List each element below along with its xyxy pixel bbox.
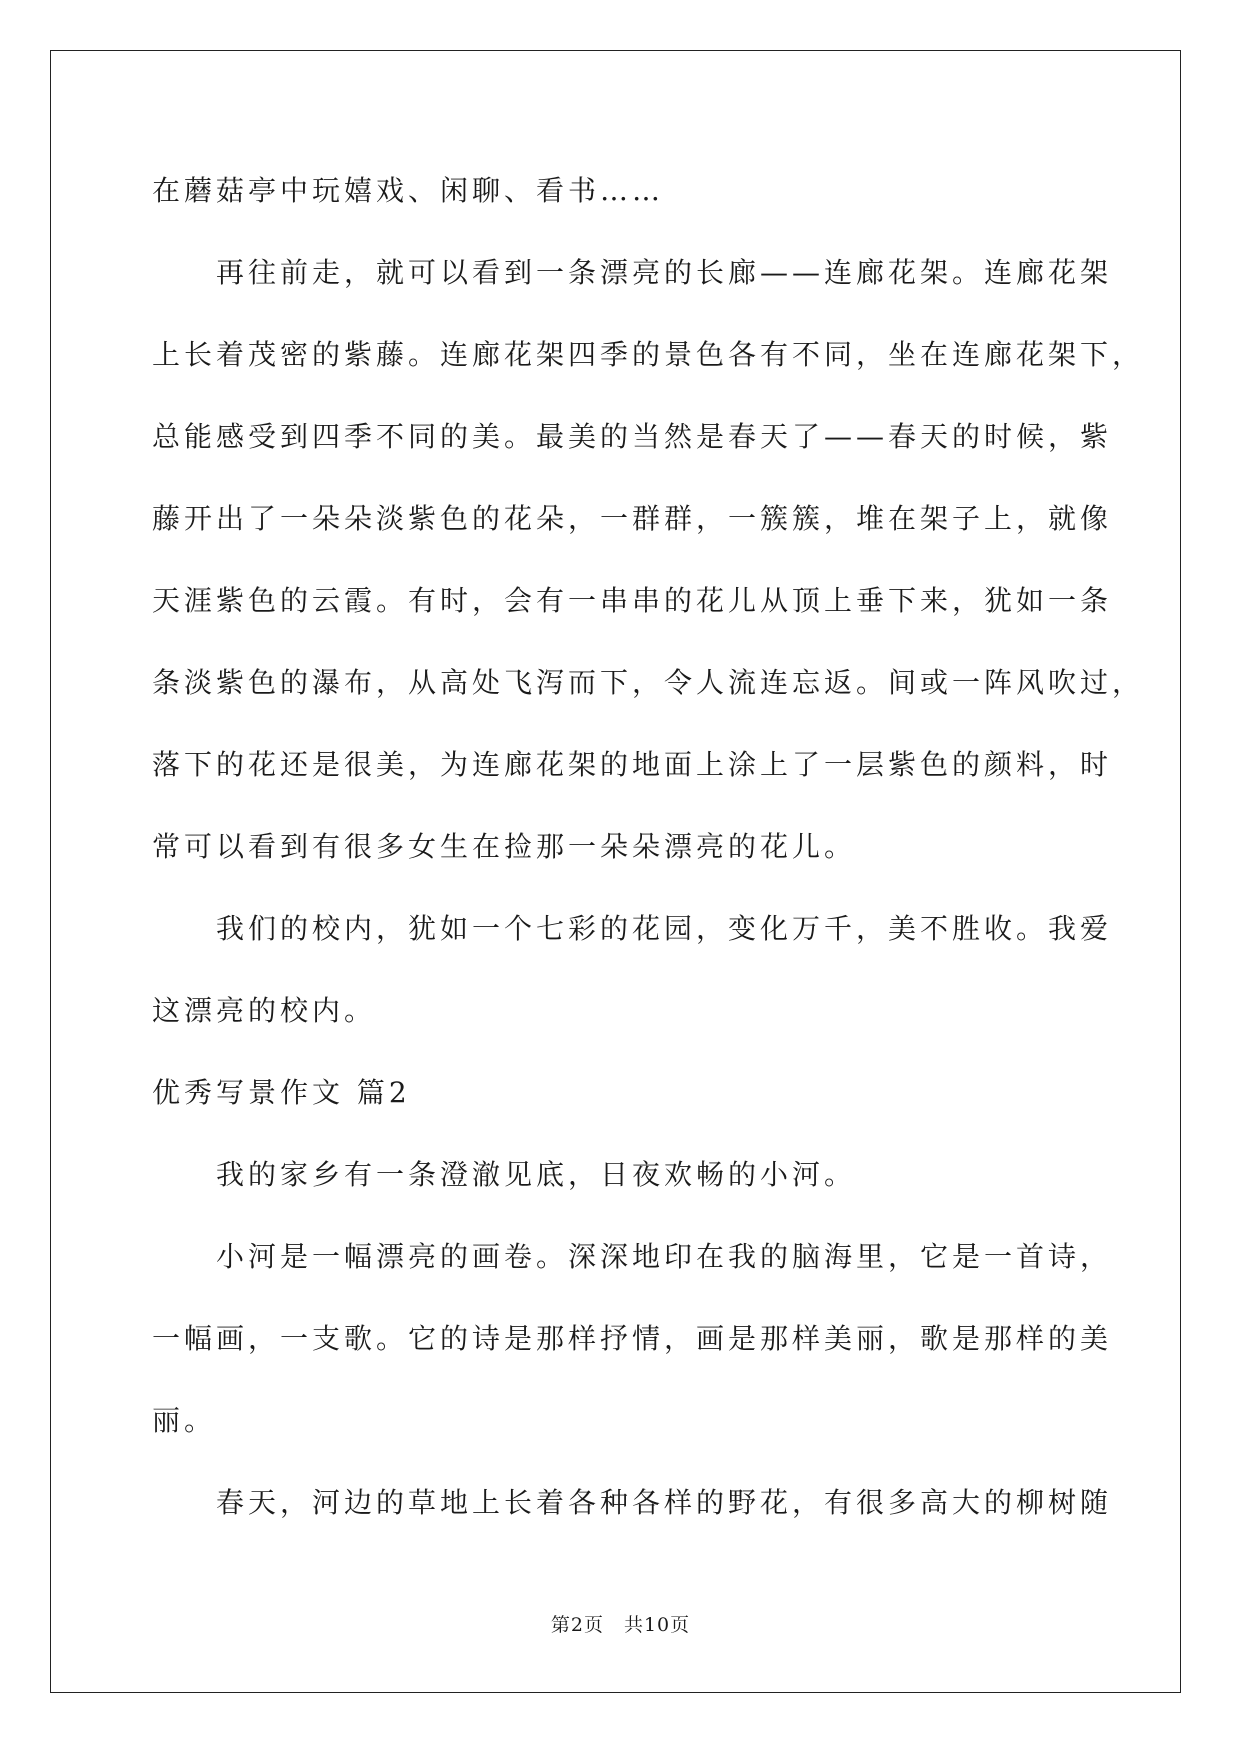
text-line: 落下的花还是很美，为连廊花架的地面上涂上了一层紫色的颜料，时 xyxy=(152,748,1113,781)
text-line: 再往前走，就可以看到一条漂亮的长廊——连廊花架。连廊花架 xyxy=(152,256,1113,289)
text-line: 藤开出了一朵朵淡紫色的花朵，一群群，一簇簇，堆在架子上，就像 xyxy=(152,502,1113,535)
text-line: 天涯紫色的云霞。有时，会有一串串的花儿从顶上垂下来，犹如一条 xyxy=(152,584,1113,617)
text-line: 条淡紫色的瀑布，从高处飞泻而下，令人流连忘返。间或一阵风吹过， xyxy=(152,666,1145,699)
section-heading: 优秀写景作文 篇2 xyxy=(152,1076,411,1109)
text-line: 常可以看到有很多女生在捡那一朵朵漂亮的花儿。 xyxy=(152,830,857,863)
text-line: 丽。 xyxy=(152,1404,217,1437)
text-line: 一幅画，一支歌。它的诗是那样抒情，画是那样美丽，歌是那样的美 xyxy=(152,1322,1113,1355)
text-line: 这漂亮的校内。 xyxy=(152,994,377,1027)
text-line: 总能感受到四季不同的美。最美的当然是春天了——春天的时候，紫 xyxy=(152,420,1113,453)
page-number-footer: 第2页 共10页 xyxy=(550,1614,691,1636)
text-line: 我的家乡有一条澄澈见底，日夜欢畅的小河。 xyxy=(152,1158,857,1191)
text-line: 在蘑菇亭中玩嬉戏、闲聊、看书…… xyxy=(152,174,665,207)
page-frame xyxy=(50,50,1181,1693)
text-line: 小河是一幅漂亮的画卷。深深地印在我的脑海里，它是一首诗， xyxy=(152,1240,1113,1273)
text-line: 春天，河边的草地上长着各种各样的野花，有很多高大的柳树随 xyxy=(152,1486,1113,1519)
text-line: 我们的校内，犹如一个七彩的花园，变化万千，美不胜收。我爱 xyxy=(152,912,1113,945)
text-line: 上长着茂密的紫藤。连廊花架四季的景色各有不同，坐在连廊花架下， xyxy=(152,338,1145,371)
